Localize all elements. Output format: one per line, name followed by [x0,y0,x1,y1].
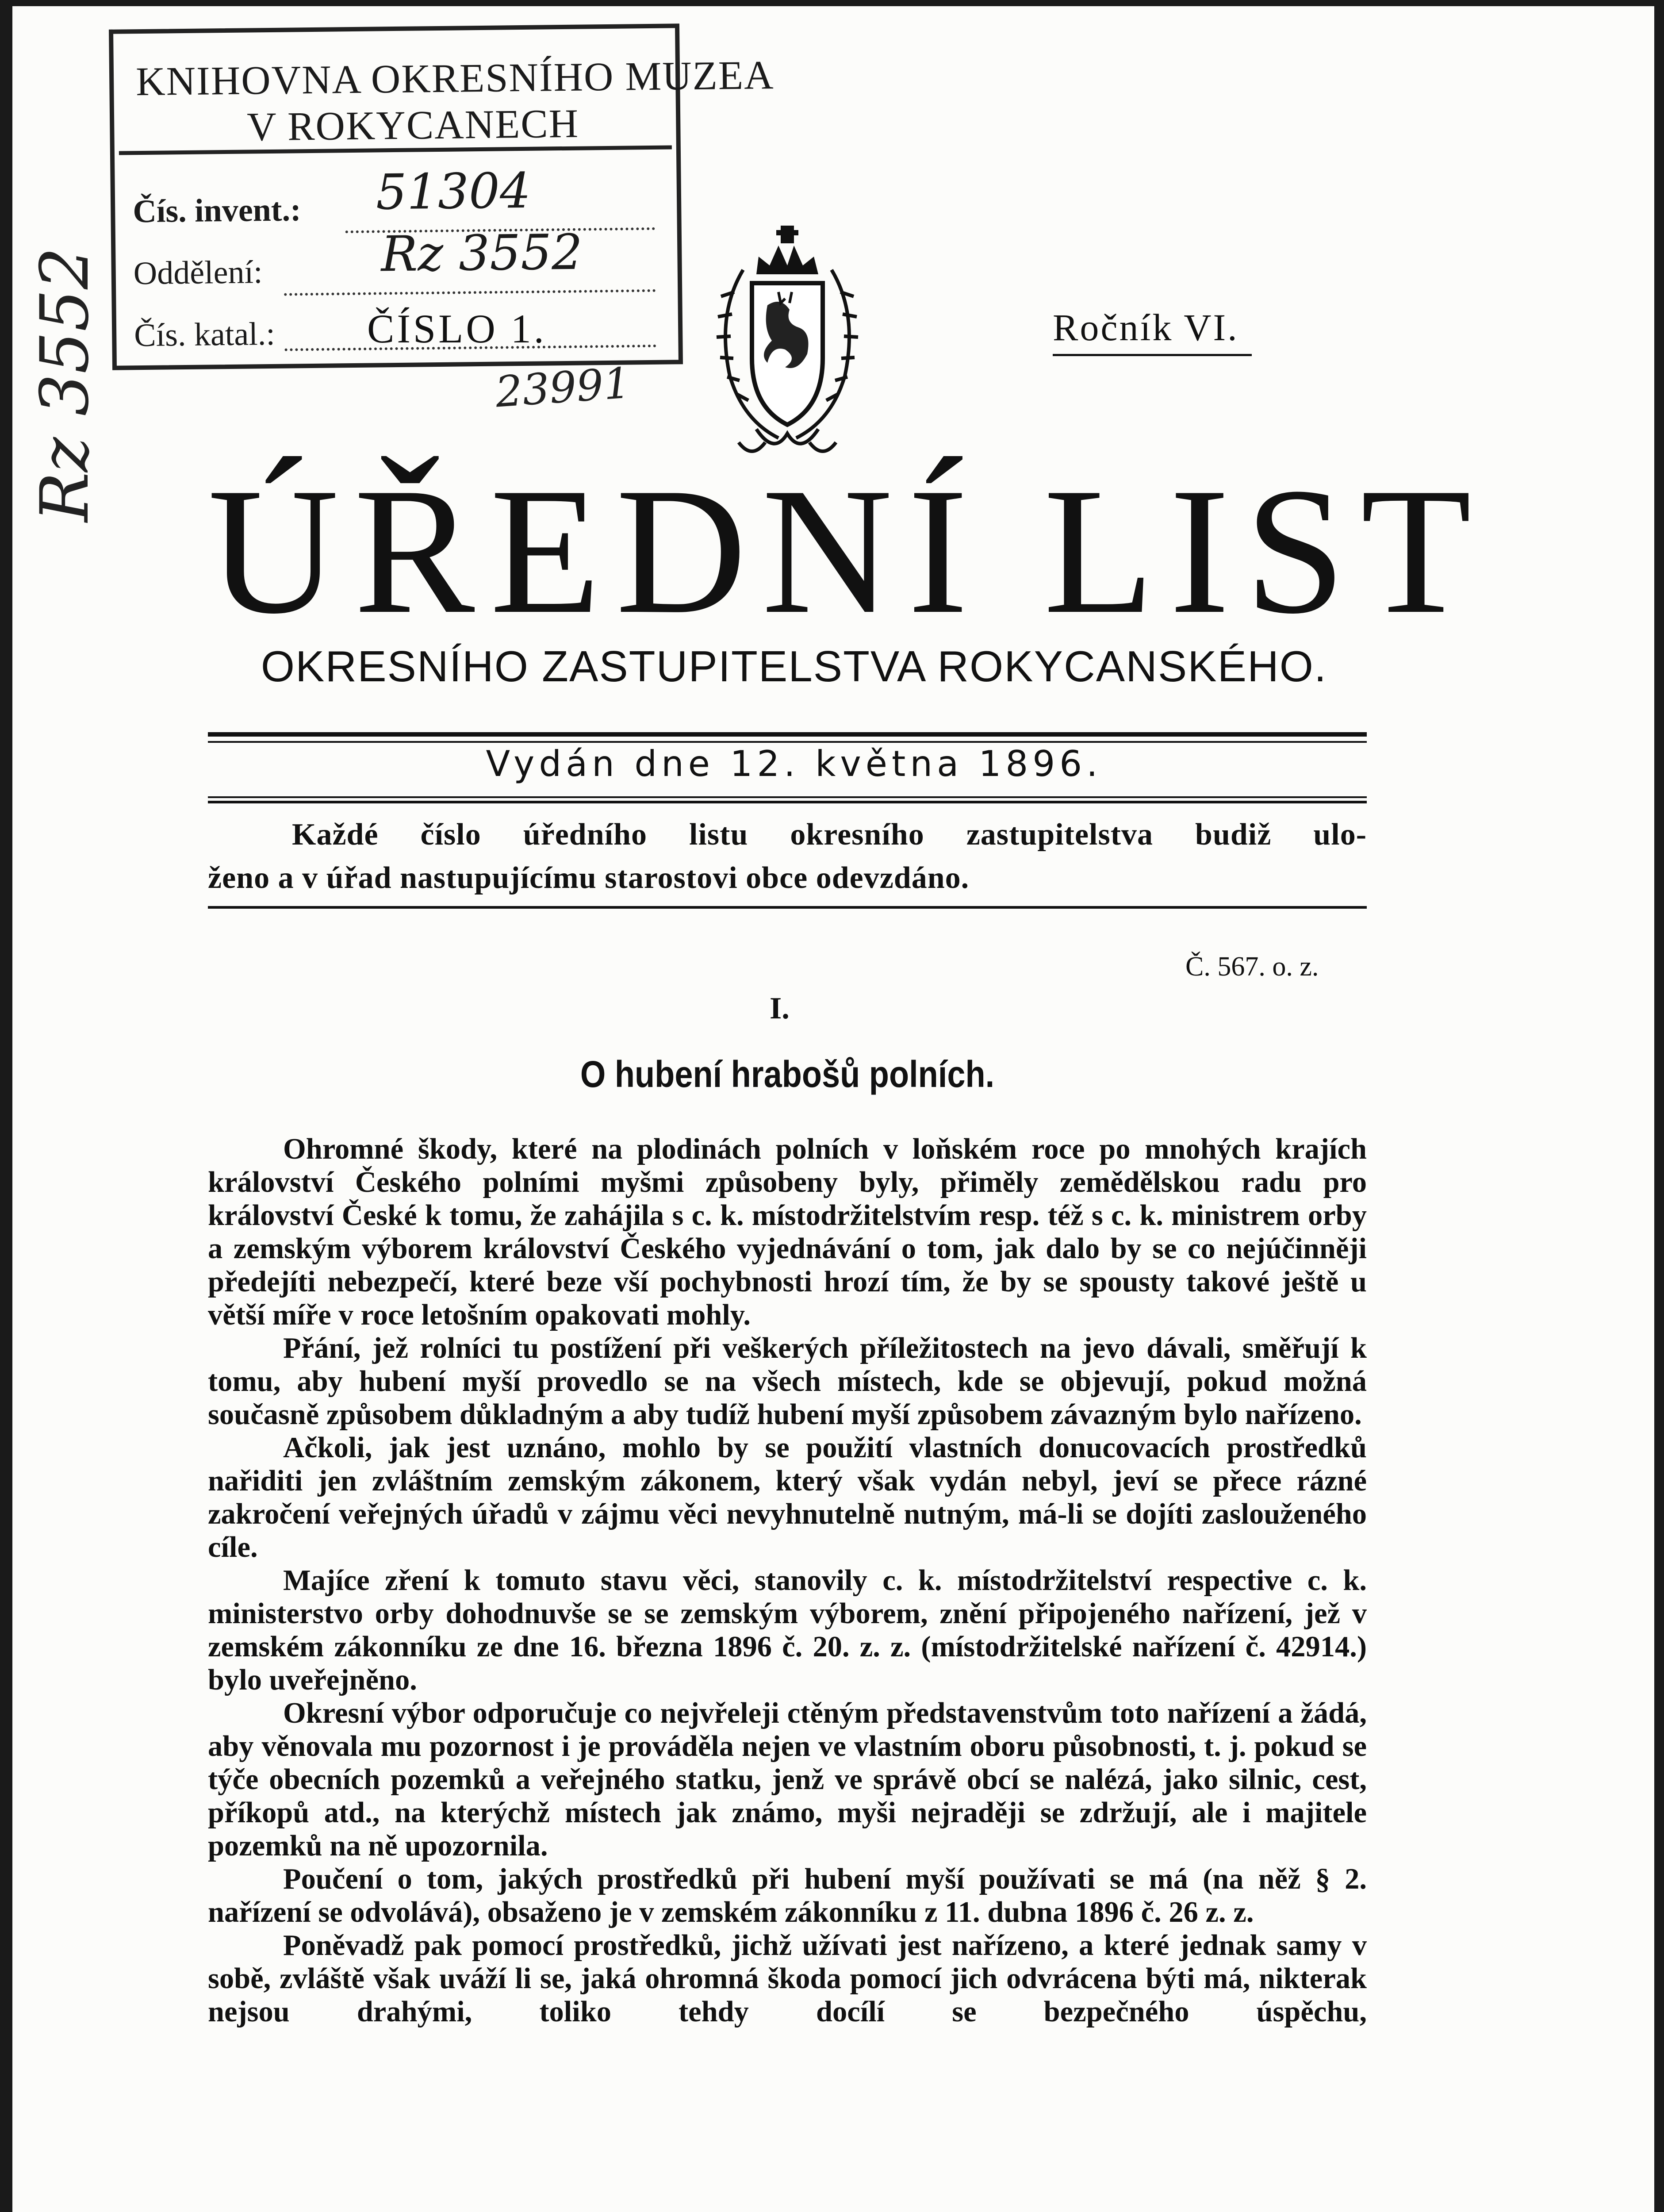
coat-of-arms-icon [690,217,885,465]
issue-date: Vydán dne 12. května 1896. [486,743,1102,784]
stamp-oddeleni-label: Oddělení: [133,254,263,292]
stamp-library-name: KNIHOVNA OKRESNÍHO MUZEA [135,52,774,104]
section-number: I. [770,991,790,1025]
paragraph: Majíce zření k tomuto stavu věci, stanovily c. k. místodržitelství respective c. k. ministerstvo orby dohodnuvše se se zemským výborem, znění připojeného nařízení, jež v zemském zákonníku ze dne 16. března 1896 č. 20. z. z. (místodržitelské nařízení č. 42914.) bylo uveřejněno. [208,1564,1367,1696]
stamp-dotted-line [284,289,656,296]
handwritten-number: 23991 [494,358,632,417]
paragraph: Okresní výbor odporučuje co nejvřeleji ctěným představenstvům toto nařízení a žádá, aby věnovala mu pozornost i je prováděla nejen ve vlastním oboru působnosti, t. j. pokud se týče obecních pozemků a veřejného statku, jenž ve správě obcí se nalézá, jako silnic, cest, příkopů atd., na kterýchž místech jak známo, myši nejraději se zdržují, ale i majitele pozemků na ně upozornila. [208,1697,1367,1862]
margin-handwriting: Rz 3552 [27,247,104,522]
volume-label: Ročník VI. [1053,305,1252,356]
issue-number: ČÍSLO 1. [367,306,547,351]
paragraph: Ačkoli, jak jest uznáno, mohlo by se použití vlastních donucovacích prostředků nařiditi jen zvláštním zemským zákonem, který však vydán nebyl, jeví se přece rázné zakročení veřejných úřadů v zájmu věci nevyhnutelně nutným, má-li se dojíti zaslouženého cíle. [208,1432,1367,1563]
stamp-library-city: V ROKYCANECH [246,100,579,150]
article-heading: O hubení hrabošů polních. [580,1053,995,1095]
scan-edge-left [0,0,12,2212]
stamp-invent-value: 51304 [376,162,531,221]
stamp-invent-label: Čís. invent.: [132,192,302,230]
article-body [208,1133,1367,2028]
divider [208,906,1367,909]
stamp-oddeleni-value: Rz 3552 [380,223,583,283]
paragraph: Ohromné škody, které na plodinách polních v loňském roce po mnohých krajích království Českého polními myšmi způsobeny byly, přiměly zemědělskou radu pro království České k tomu, že zahájila s c. k. místodržitelstvím resp. též s c. k. ministrem orby a zemským výborem království Českého vyjednávání o tom, jak dalo by se co nejúčinněji předejíti nebezpečí, které beze vší pochybnosti hrozí tím, že by se spousty takové ještě u větší míře v roce letošním opakovati mohly. [208,1133,1367,1331]
storage-notice [208,813,1367,900]
page-subtitle: OKRESNÍHO ZASTUPITELSTVA ROKYCANSKÉHO. [261,642,1327,691]
scan-edge-top [0,0,1664,6]
notice-line: Každé číslo úředního listu okresního zastupitelstva budiž ulo- [292,818,1367,852]
stamp-katal-label: Čís. katal.: [134,315,276,354]
scan-edge-right [1654,0,1664,2212]
paragraph: Přání, jež rolníci tu postížení při veškerých příležitostech na jevo dávali, směřují k tomu, aby hubení myší provedlo se na všech místech, kde se objevují, pokud možná současně způsobem důkladným a aby tudíž hubení myší způsobem závazným bylo nařízeno. [208,1332,1367,1431]
divider-double [208,796,1367,803]
page-title: ÚŘEDNÍ LIST [208,450,1487,651]
divider-double [208,732,1367,743]
reference-number: Č. 567. o. z. [1185,952,1319,982]
paragraph: Poněvadž pak pomocí prostředků, jichž užívati jest nařízeno, a které jednak samy v sobě, zvláště však uváží li se, jaká ohromná škoda pomocí jich odvrácena býti má, nikterak nejsou drahými, toliko tehdy docílí se bezpečného úspěchu, [208,1929,1367,2028]
paragraph: Poučení o tom, jakých prostředků při hubení myší používati se má (na něž § 2. nařízení se odvolává), obsaženo je v zemském zákonníku z 11. dubna 1896 č. 26 z. z. [208,1863,1367,1928]
notice-line: ženo a v úřad nastupujícímu starostovi obce odevzdáno. [208,861,970,895]
